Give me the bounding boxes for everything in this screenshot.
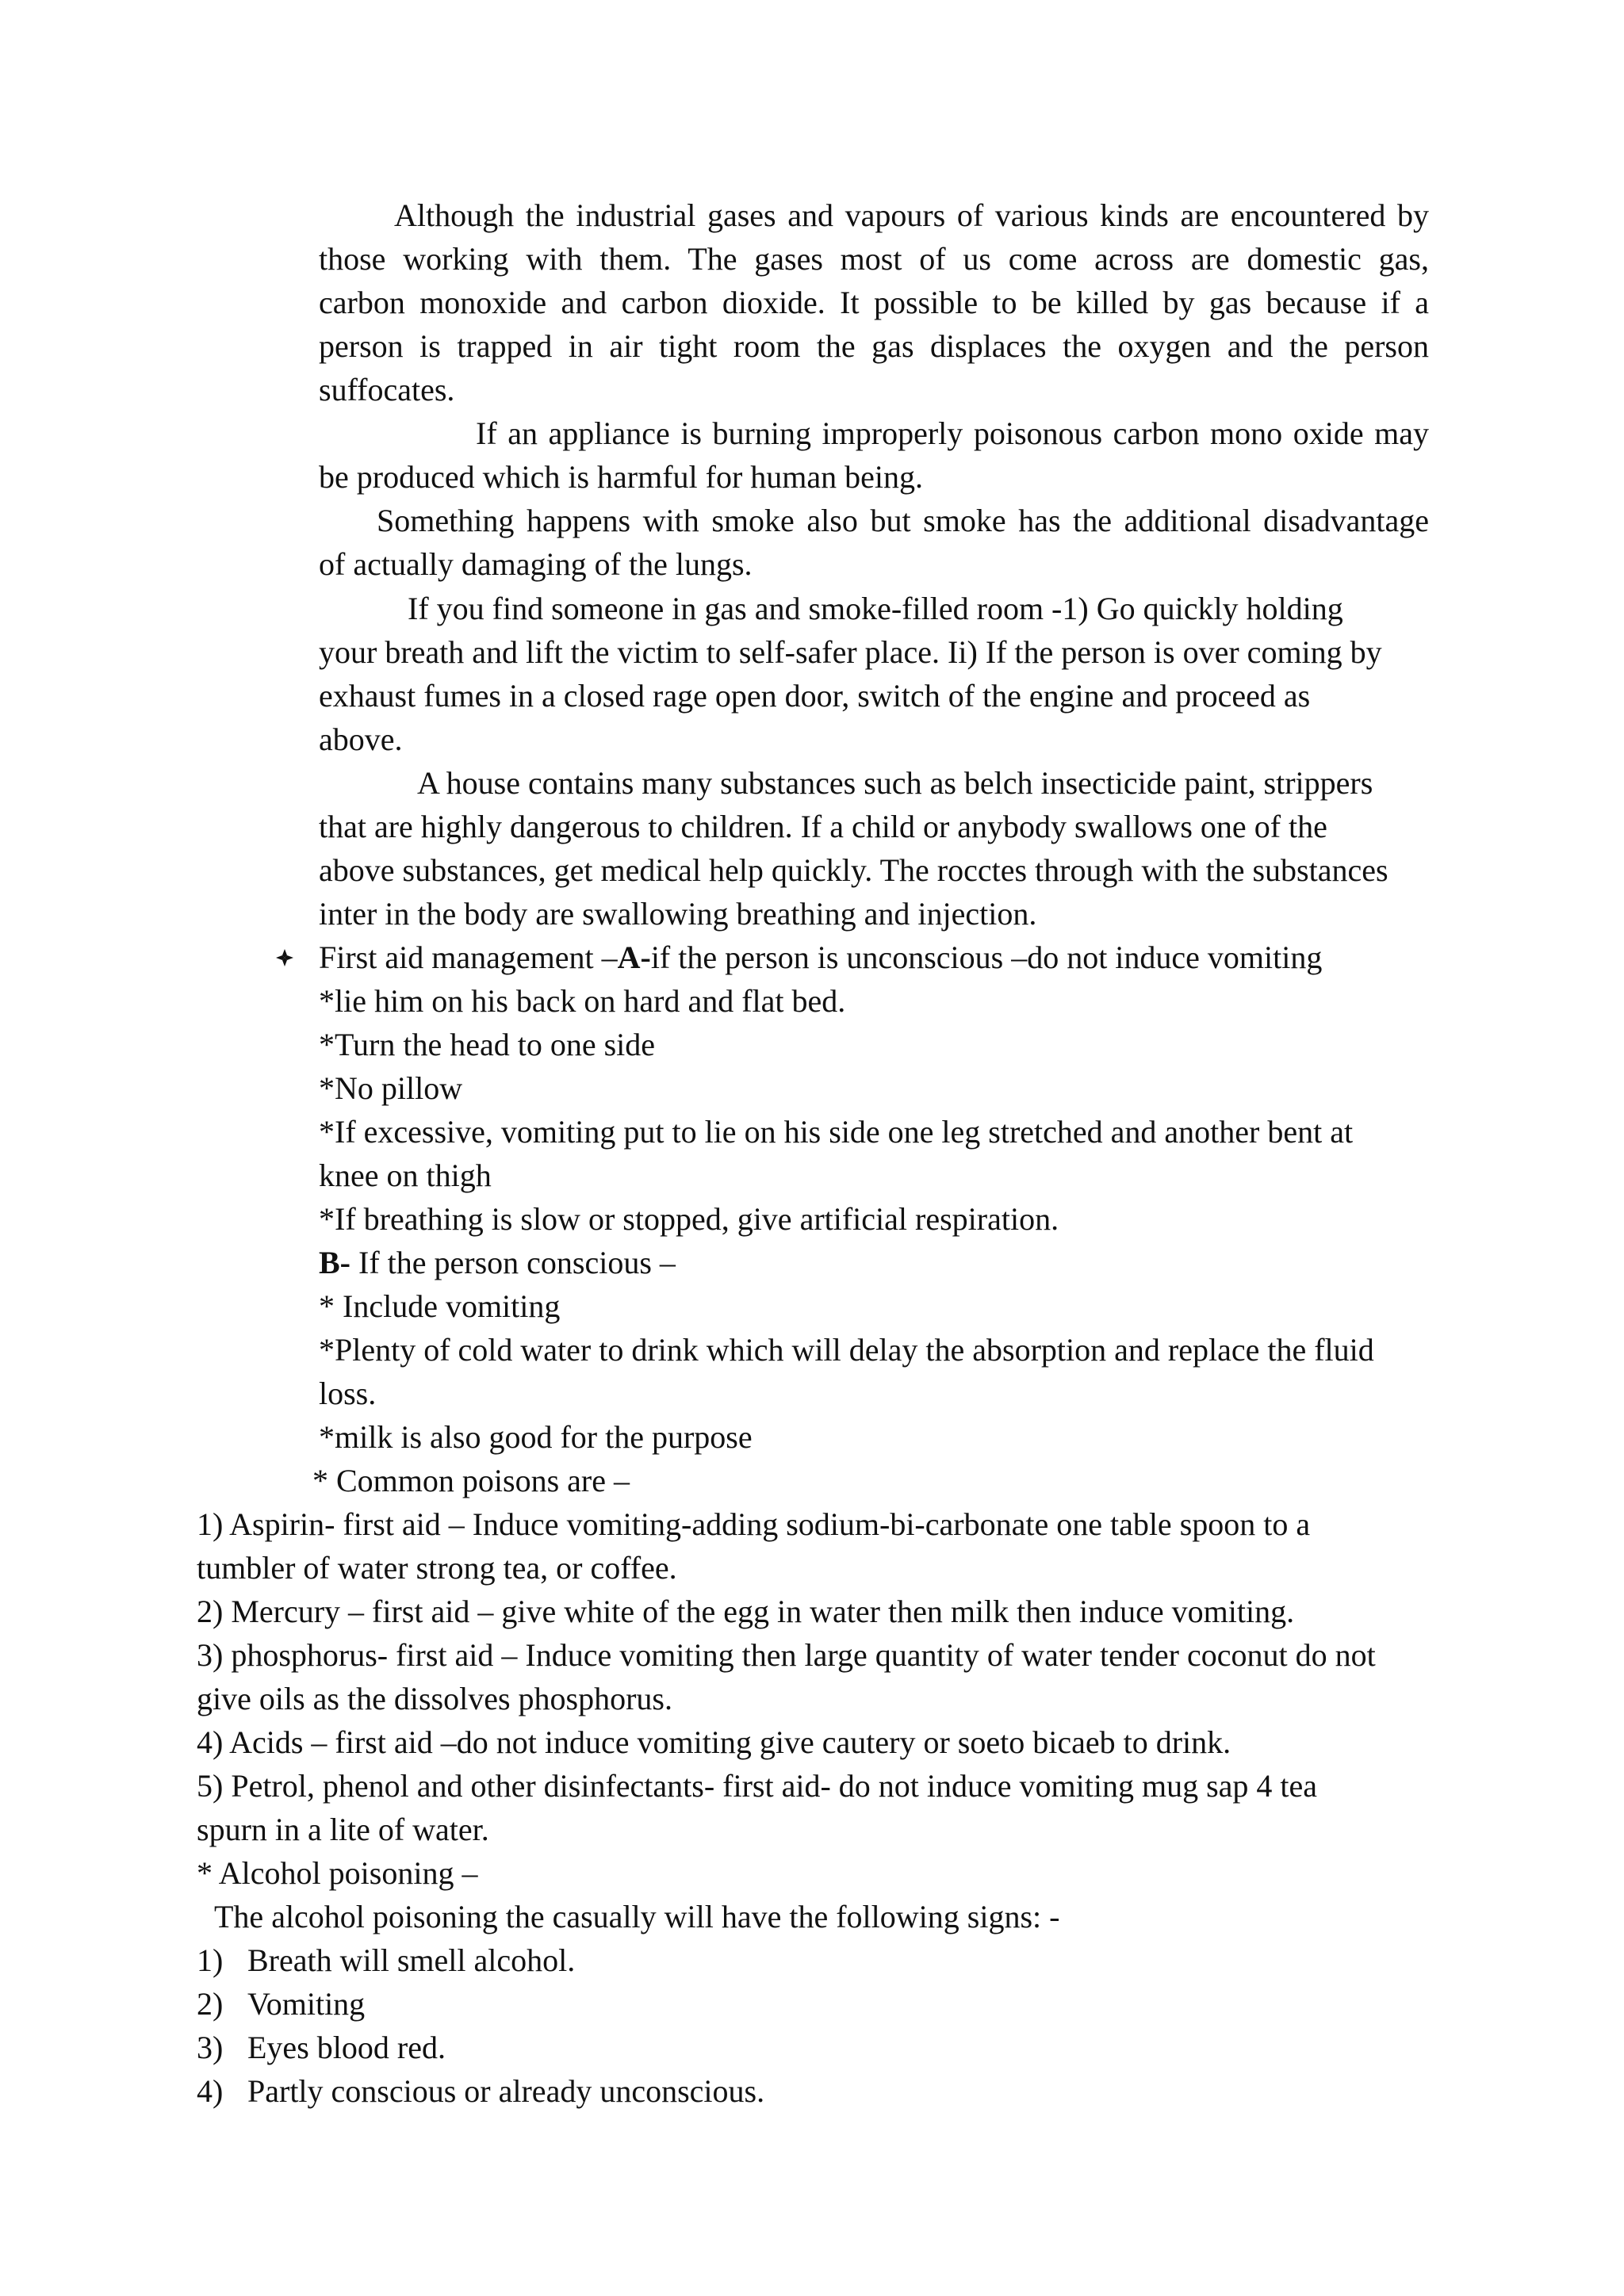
para4-line4: above. [319,721,403,757]
sign-number: 1) [197,1942,224,1978]
b-item-1: * Include vomiting [319,1288,561,1324]
a-item-6: *If breathing is slow or stopped, give artificial respiration. [319,1201,1059,1237]
para1-line2: those working with them. The gases most of us come across are domestic gas, [319,241,1429,277]
para2-line1: If an appliance is burning improperly poisonous carbon mono oxide may [476,415,1429,451]
para2-line2: be produced which is harmful for human being. [319,459,924,495]
poison-line-6: 4) Acids – first aid –do not induce vomiting give cautery or soeto bicaeb to drink. [197,1724,1231,1760]
para5-line4: inter in the body are swallowing breathing and injection. [319,896,1037,932]
first-aid-a-label: A- [617,939,651,975]
alcohol-heading: * Alcohol poisoning – [197,1855,478,1891]
sign-number: 2) [197,1986,224,2022]
poison-line-2: tumbler of water strong tea, or coffee. [197,1550,677,1586]
sign-text: Vomiting [247,1986,366,2022]
para4-line1: If you find someone in gas and smoke-filled room -1) Go quickly holding [408,591,1343,626]
sign-number: 3) [197,2030,224,2065]
first-aid-a-text: if the person is unconscious –do not induce vomiting [650,939,1323,975]
poison-line-5: give oils as the dissolves phosphorus. [197,1681,672,1716]
a-item-1: *lie him on his back on hard and flat bed. [319,983,846,1019]
para1-line4: person is trapped in air tight room the gas displaces the oxygen and the person [319,328,1429,364]
para1-line3: carbon monoxide and carbon dioxide. It possible to be killed by gas because if a [319,285,1429,320]
poison-line-7: 5) Petrol, phenol and other disinfectants- first aid- do not induce vomiting mug sap 4 tea [197,1768,1318,1804]
first-aid-heading [319,936,1322,979]
diamond-bullet-icon [271,936,298,963]
para1-line5: suffocates. [319,372,455,408]
a-item-4: *If excessive, vomiting put to lie on his side one leg stretched and another bent at [319,1114,1354,1150]
para3-line2: of actually damaging of the lungs. [319,546,753,582]
poison-line-8: spurn in a lite of water. [197,1812,489,1847]
first-aid-lead: First aid management – [319,939,618,975]
sign-number: 4) [197,2073,224,2109]
poison-line-4: 3) phosphorus- first aid – Induce vomiting then large quantity of water tender coconut do not [197,1637,1376,1673]
common-poisons-heading: * Common poisons are – [312,1463,630,1498]
a-item-3: *No pillow [319,1070,463,1106]
a-item-5: knee on thigh [319,1158,492,1193]
poison-line-1: 1) Aspirin- first aid – Induce vomiting-adding sodium-bi-carbonate one table spoon to a [197,1506,1311,1542]
para5-line2: that are highly dangerous to children. If a child or anybody swallows one of the [319,809,1327,844]
sign-text: Breath will smell alcohol. [247,1942,576,1978]
para5-line1: A house contains many substances such as belch insecticide paint, strippers [417,765,1373,801]
para5-line3: above substances, get medical help quickly. The rocctes through with the substances [319,852,1388,888]
alcohol-intro: The alcohol poisoning the casually will have the following signs: - [214,1899,1060,1934]
b-heading [319,1242,676,1284]
sign-text: Partly conscious or already unconscious. [247,2073,765,2109]
b-item-4: *milk is also good for the purpose [319,1419,753,1455]
a-item-2: *Turn the head to one side [319,1027,656,1062]
para3-line1: Something happens with smoke also but smoke has the additional disadvantage [377,503,1429,538]
b-text: If the person conscious – [350,1245,676,1280]
para4-line2: your breath and lift the victim to self-safer place. Ii) If the person is over coming by [319,634,1382,670]
para4-line3: exhaust fumes in a closed rage open door, switch of the engine and proceed as [319,678,1311,714]
b-item-3: loss. [319,1376,377,1411]
para1-line1: Although the industrial gases and vapours of various kinds are encountered by [394,197,1429,233]
b-item-2: *Plenty of cold water to drink which will delay the absorption and replace the fluid [319,1332,1374,1368]
poison-line-3: 2) Mercury – first aid – give white of the egg in water then milk then induce vomiting. [197,1594,1295,1629]
b-label: B- [319,1245,350,1280]
sign-text: Eyes blood red. [247,2030,446,2065]
